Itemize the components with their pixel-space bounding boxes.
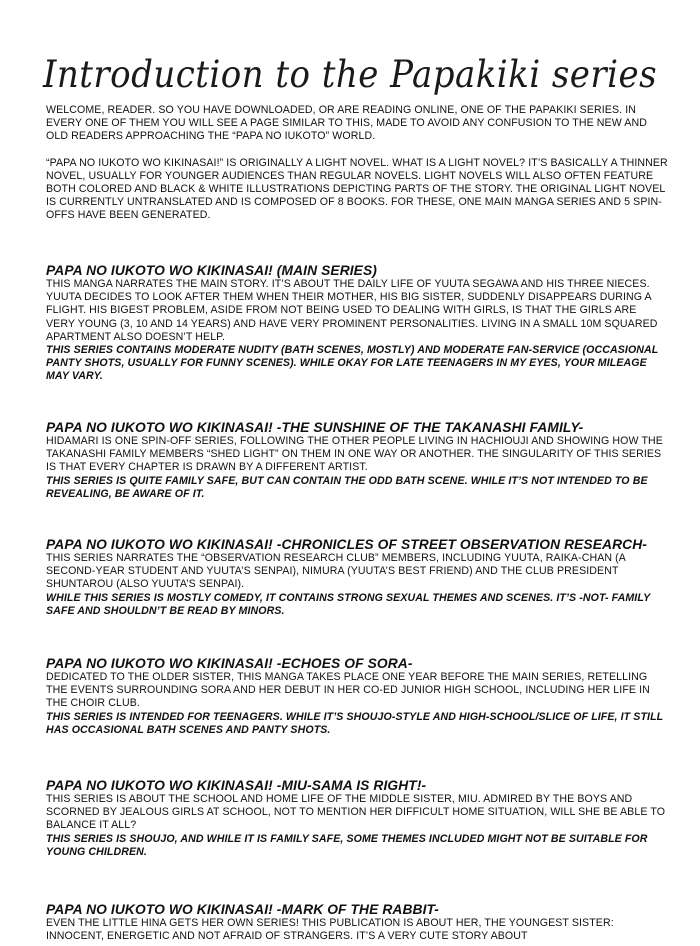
- series-section-chronicles: [46, 537, 668, 618]
- series-title: PAPA NO IUKOTO WO KIKINASAI! -MARK OF THE RABBIT-: [46, 902, 439, 917]
- series-title: PAPA NO IUKOTO WO KIKINASAI! -CHRONICLES OF STREET OBSERVATION RESEARCH-: [46, 537, 647, 552]
- series-section-main: [46, 263, 668, 384]
- series-description: THIS MANGA NARRATES THE MAIN STORY. IT’S ABOUT THE DAILY LIFE OF YUUTA SEGAWA AND HIS THREE NIECES. YUUTA DECIDES TO LOOK AFTER THEM WHEN THEIR MOTHER, HIS BIG SISTER, SUDDENLY DISAPPEARS DURING A FLIGHT. HIS BIGEST PROBLEM, ASIDE FROM NOT BEING USED TO DEALING WITH GIRLS, IS THAT THE GIRLS ARE VERY YOUNG (3, 10 AND 14 YEARS) AND HAVE VERY PROMINENT PERSONALITIES. LIVING IN A SMALL 10M SQUARED APARTMENT ALSO DOESN’T HELP.: [46, 278, 658, 343]
- series-section-echoes: [46, 656, 668, 737]
- series-title: PAPA NO IUKOTO WO KIKINASAI! -MIU-SAMA IS RIGHT!-: [46, 778, 427, 793]
- series-section-rabbit: [46, 902, 668, 943]
- series-description: DEDICATED TO THE OLDER SISTER, THIS MANGA TAKES PLACE ONE YEAR BEFORE THE MAIN SERIES, RETELLING THE EVENTS SURROUNDING SORA AND HER DEBUT IN HER CO-ED JUNIOR HIGH SCHOOL, INCLUDING HER LIFE IN THE CHOIR CLUB.: [46, 671, 650, 710]
- series-warning: WHILE THIS SERIES IS MOSTLY COMEDY, IT CONTAINS STRONG SEXUAL THEMES AND SCENES. IT’S -NOT- FAMILY SAFE AND SHOULDN’T BE READ BY MINORS.: [46, 591, 651, 617]
- series-warning: THIS SERIES IS QUITE FAMILY SAFE, BUT CAN CONTAIN THE ODD BATH SCENE. WHILE IT’S NOT INTENDED TO BE REVEALING, BE AWARE OF IT.: [46, 474, 648, 500]
- series-warning: THIS SERIES IS INTENDED FOR TEENAGERS. WHILE IT’S SHOUJO-STYLE AND HIGH-SCHOOL/SLICE OF LIFE, IT STILL HAS OCCASIONAL BATH SCENES AND PANTY SHOTS.: [46, 710, 664, 736]
- intro-block: [46, 104, 668, 223]
- series-description: EVEN THE LITTLE HINA GETS HER OWN SERIES! THIS PUBLICATION IS ABOUT HER, THE YOUNGEST SISTER: INNOCENT, ENERGETIC AND NOT AFRAID OF STRANGERS. IT’S A VERY CUTE STORY ABOUT: [46, 917, 614, 943]
- series-title: PAPA NO IUKOTO WO KIKINASAI! -ECHOES OF SORA-: [46, 656, 413, 671]
- series-warning: THIS SERIES IS SHOUJO, AND WHILE IT IS FAMILY SAFE, SOME THEMES INCLUDED MIGHT NOT BE SUITABLE FOR YOUNG CHILDREN.: [46, 832, 648, 858]
- series-section-miu: [46, 778, 668, 859]
- intro-paragraph: “PAPA NO IUKOTO WO KIKINASAI!” IS ORIGINALLY A LIGHT NOVEL. WHAT IS A LIGHT NOVEL? IT’S BASICALLY A THINNER NOVEL, USUALLY FOR YOUNGER AUDIENCES THAN REGULAR NOVELS. LIGHT NOVELS WILL ALSO OFTEN FEATURE BOTH COLORED AND BLACK & WHITE ILLUSTRATIONS DEPICTING PARTS OF THE STORY. THE ORIGINAL LIGHT NOVEL IS CURRENTLY UNTRANSLATED AND IS COMPOSED OF 8 BOOKS. FOR THESE, ONE MAIN MANGA SERIES AND 5 SPIN-OFFS HAVE BEEN GENERATED.: [46, 156, 668, 222]
- series-description: THIS SERIES NARRATES THE “OBSERVATION RESEARCH CLUB” MEMBERS, INCLUDING YUUTA, RAIKA-CHAN (A SECOND-YEAR STUDENT AND YUUTA’S SENPAI), NIMURA (YUUTA’S BEST FRIEND) AND THE CLUB PRESIDENT SHUNTAROU (ALSO YUUTA’S SENPAI).: [46, 552, 626, 591]
- series-section-sunshine: [46, 420, 668, 501]
- series-description: THIS SERIES IS ABOUT THE SCHOOL AND HOME LIFE OF THE MIDDLE SISTER, MIU. ADMIRED BY THE BOYS AND SCORNED BY JEALOUS GIRLS AT SCHOOL, NOT TO MENTION HER DIFFICULT HOME SITUATION, WILL SHE BE ABLE TO BALANCE IT ALL?: [46, 793, 666, 832]
- series-title: PAPA NO IUKOTO WO KIKINASAI! (MAIN SERIES): [46, 263, 377, 278]
- intro-paragraph: WELCOME, READER. SO YOU HAVE DOWNLOADED, OR ARE READING ONLINE, ONE OF THE PAPAKIKI SERIES. IN EVERY ONE OF THEM YOU WILL SEE A PAGE SIMILAR TO THIS, MADE TO AVOID ANY CONFUSION TO THE NEW AND OLD READERS APPROACHING THE “PAPA NO IUKOTO” WORLD.: [46, 104, 647, 143]
- series-description: HIDAMARI IS ONE SPIN-OFF SERIES, FOLLOWING THE OTHER PEOPLE LIVING IN HACHIOUJI AND SHOWING HOW THE TAKANASHI FAMILY MEMBERS “SHED LIGHT” ON THEM IN ONE WAY OR ANOTHER. THE SINGULARITY OF THIS SERIES IS THAT EVERY CHAPTER IS DRAWN BY A DIFFERENT ARTIST.: [46, 435, 663, 474]
- series-title: PAPA NO IUKOTO WO KIKINASAI! -THE SUNSHINE OF THE TAKANASHI FAMILY-: [46, 420, 584, 435]
- page-title: Introduction to the Papakiki series: [42, 52, 658, 96]
- series-warning: THIS SERIES CONTAINS MODERATE NUDITY (BATH SCENES, MOSTLY) AND MODERATE FAN-SERVICE (OCCASIONAL PANTY SHOTS, USUALLY FOR FUNNY SCENES). WHILE OKAY FOR LATE TEENAGERS IN MY EYES, YOUR MILEAGE MAY VARY.: [46, 344, 659, 383]
